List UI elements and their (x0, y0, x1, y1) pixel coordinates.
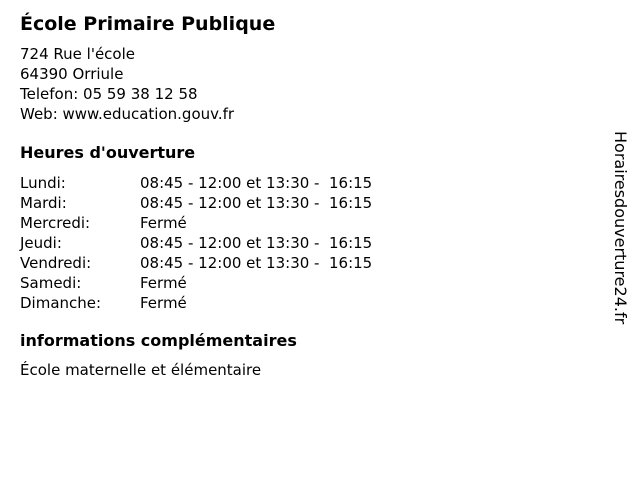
day-label: Mardi: (20, 194, 67, 212)
day-label: Vendredi: (20, 254, 92, 272)
day-hours: Fermé (140, 294, 187, 312)
web-line: Web: www.education.gouv.fr (20, 105, 235, 123)
day-hours: 08:45 - 12:00 et 13:30 - 16:15 (140, 174, 373, 192)
hours-table-body (20, 173, 372, 313)
listing-content (20, 10, 600, 380)
hours-row (20, 293, 372, 313)
info-heading: informations complémentaires (20, 331, 297, 350)
day-label: Dimanche: (20, 294, 102, 312)
hours-row (20, 173, 372, 193)
info-text: École maternelle et élémentaire (20, 361, 262, 379)
hours-row (20, 193, 372, 213)
day-hours: 08:45 - 12:00 et 13:30 - 16:15 (140, 254, 373, 272)
page-title: École Primaire Publique (20, 13, 276, 35)
day-label: Mercredi: (20, 214, 91, 232)
day-hours: Fermé (140, 214, 187, 232)
phone-line: Telefon: 05 59 38 12 58 (20, 85, 198, 103)
hours-table (20, 173, 372, 313)
hours-heading: Heures d'ouverture (20, 143, 196, 162)
watermark-vertical-text: Horairesdouverture24.fr (611, 131, 630, 325)
day-label: Samedi: (20, 274, 82, 292)
day-hours: Fermé (140, 274, 187, 292)
hours-row (20, 213, 372, 233)
day-hours: 08:45 - 12:00 et 13:30 - 16:15 (140, 194, 373, 212)
hours-row (20, 233, 372, 253)
day-hours: 08:45 - 12:00 et 13:30 - 16:15 (140, 234, 373, 252)
day-label: Lundi: (20, 174, 66, 192)
day-label: Jeudi: (20, 234, 62, 252)
hours-row (20, 253, 372, 273)
address-block (20, 44, 600, 124)
address-city: 64390 Orriule (20, 65, 124, 83)
address-street: 724 Rue l'école (20, 45, 135, 63)
hours-row (20, 273, 372, 293)
